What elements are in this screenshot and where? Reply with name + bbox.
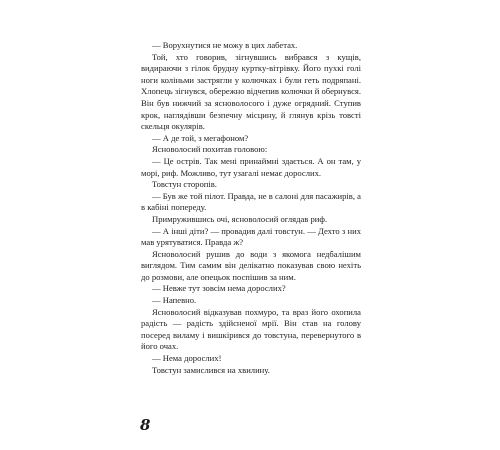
paragraph: Ясноволосий похитав головою: xyxy=(152,144,268,155)
paragraph: Ясноволосий рушив до води з якомога недбалішим виглядом. Тим самим він делікатно показував свою нехіть до розмови, але опецьок поспішив за ним. xyxy=(141,248,361,282)
body-text xyxy=(141,40,361,376)
paragraph: — Був же той пілот. Правда, не в салоні для пасажирів, а в кабіні попереду. xyxy=(141,190,361,213)
paragraph: Примружившись очі, ясноволосий оглядав риф. xyxy=(152,213,328,224)
paragraph: Товстун замислився на хвилину. xyxy=(152,364,270,375)
paragraph: — Невже тут зовсім нема дорослих? xyxy=(152,283,286,294)
paragraph: — Це острів. Так мені принаймні здається. А он там, у морі, риф. Можливо, тут узагалі немає дорослих. xyxy=(141,155,361,178)
paragraph: — А де той, з мегафоном? xyxy=(152,132,249,143)
paragraph: Товстун сторопів. xyxy=(152,179,217,190)
paragraph: — А інші діти? — провадив далі товстун. — Дехто з них мав урятуватися. Правда ж? xyxy=(141,225,361,248)
paragraph: — Напевно. xyxy=(152,295,197,306)
paragraph: Той, хто говорив, зігнувшись вибрався з кущів, видираючи з гілок брудну куртку-вітрівку. Його пухкі голі ноги коліньми застрягли у колючках і були геть подряпані. Хлопець зігнувся, обережно відчепив колючки й обернувся. Він був нижчий за ясноволосого і дуже огрядний. Ступив крок, наглядівши безпечну місцину, й глянув крізь товсті скельця окулярів. xyxy=(141,51,361,132)
paragraph: Ясноволосий відказував похмуро, та враз його охопила радість — радість здійсненої мрії. Він став на голову посеред виламу і вишкірився до товстуна, перевернутого в його очах. xyxy=(141,306,361,352)
paragraph: — Нема дорослих! xyxy=(152,353,222,364)
paragraph: — Ворухнутися не можу в цих лабетах. xyxy=(152,40,298,50)
page-number: 8 xyxy=(140,416,151,434)
